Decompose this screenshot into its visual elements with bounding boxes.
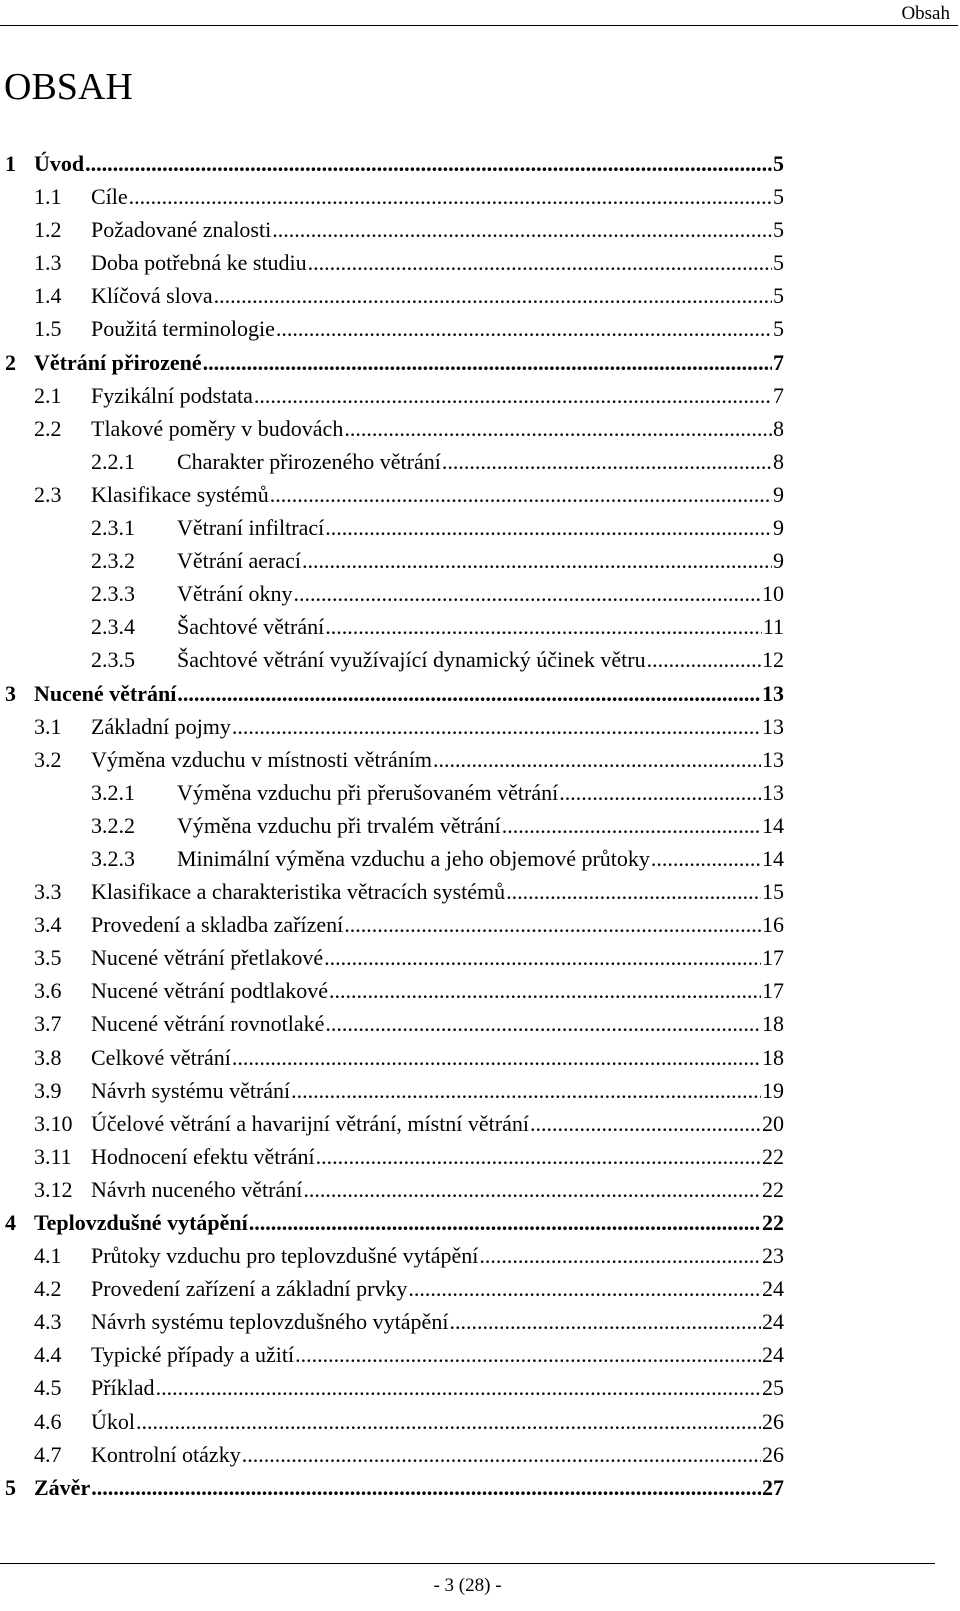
toc-entry-page: 24: [762, 1276, 784, 1302]
toc-entry-page: 20: [762, 1110, 784, 1136]
toc-entry-title: Průtoky vzduchu pro teplovzdušné vytápění: [91, 1243, 479, 1269]
toc-dot-leader: [442, 450, 772, 474]
toc-entry-page: 5: [773, 151, 784, 176]
toc-entry-number: 3: [5, 680, 16, 706]
toc-entry-title: Úkol: [91, 1408, 135, 1434]
toc-entry-title: Typické případy a užití: [91, 1342, 295, 1368]
toc-entry-title: Nucené větrání přetlakové: [91, 945, 324, 971]
toc-entry[interactable]: [0, 218, 960, 251]
toc-dot-leader: [325, 516, 772, 540]
toc-entry[interactable]: [0, 582, 960, 615]
toc-entry-number: 1.1: [34, 184, 62, 210]
toc-entry-number: 3.5: [34, 945, 62, 971]
toc-entry-title: Cíle: [91, 184, 128, 210]
toc-entry-page: 19: [762, 1077, 784, 1103]
toc-entry-row: [91, 483, 784, 507]
toc-entry[interactable]: [0, 251, 960, 284]
toc-entry-number: 3.2.2: [91, 812, 135, 838]
toc-entry-row: [91, 946, 784, 970]
toc-entry-number: 3.10: [34, 1110, 73, 1136]
toc-entry-page: 7: [773, 349, 784, 375]
toc-entry-row: [34, 682, 784, 706]
toc-dot-leader: [408, 1277, 761, 1301]
toc-dot-leader: [329, 979, 761, 1003]
page-number: - 3 (28) -: [433, 1575, 502, 1596]
toc-dot-leader: [129, 185, 772, 209]
toc-entry-row: [91, 1178, 784, 1202]
toc-entry[interactable]: [0, 880, 960, 913]
toc-entry[interactable]: [0, 1410, 960, 1443]
toc-dot-leader: [325, 615, 762, 639]
toc-entry-page: 27: [762, 1474, 784, 1500]
toc-entry[interactable]: [0, 1343, 960, 1376]
toc-entry[interactable]: [0, 1244, 960, 1277]
toc-dot-leader: [651, 847, 761, 871]
toc-entry[interactable]: [0, 1046, 960, 1079]
toc-dot-leader: [136, 1410, 761, 1434]
toc-entry-number: 4.3: [34, 1309, 62, 1335]
toc-entry-title: Provedení zařízení a základní prvky: [91, 1276, 408, 1302]
toc-entry-title: Příklad: [91, 1375, 155, 1401]
footer-rule: [0, 1563, 935, 1564]
toc-entry[interactable]: [0, 913, 960, 946]
toc-dot-leader: [242, 1443, 761, 1467]
toc-entry[interactable]: [0, 1443, 960, 1476]
toc-entry-number: 1.4: [34, 283, 62, 309]
toc-entry-title: Celkové větrání: [91, 1044, 231, 1070]
toc-entry-page: 24: [762, 1342, 784, 1368]
toc-entry[interactable]: [0, 1079, 960, 1112]
toc-entry[interactable]: [0, 1211, 960, 1244]
toc-dot-leader: [433, 748, 761, 772]
toc-entry-page: 5: [773, 250, 784, 276]
toc-entry-page: 5: [773, 316, 784, 342]
toc-entry-page: 12: [762, 647, 784, 673]
toc-entry-row: [177, 648, 784, 672]
toc-entry-title: Kontrolní otázky: [91, 1441, 241, 1467]
toc-dot-leader: [232, 1046, 761, 1070]
toc-entry-number: 2.2.1: [91, 448, 135, 474]
toc-entry-title: Větrání okny: [177, 581, 293, 607]
toc-entry-row: [91, 284, 784, 308]
toc-entry[interactable]: [0, 450, 960, 483]
toc-entry-page: 13: [762, 680, 784, 706]
toc-entry-number: 3.2.3: [91, 845, 135, 871]
toc-entry[interactable]: [0, 715, 960, 748]
toc-dot-leader: [324, 946, 761, 970]
toc-entry-row: [177, 582, 784, 606]
toc-entry-page: 17: [762, 945, 784, 971]
toc-dot-leader: [272, 218, 772, 242]
toc-entry-number: 3.11: [34, 1143, 72, 1169]
toc-entry[interactable]: [0, 384, 960, 417]
toc-entry-row: [91, 417, 784, 441]
toc-entry[interactable]: [0, 185, 960, 218]
toc-entry-page: 11: [762, 614, 784, 640]
toc-entry-title: Základní pojmy: [91, 713, 231, 739]
toc-entry-number: 4.5: [34, 1375, 62, 1401]
toc-entry-row: [91, 1410, 784, 1434]
toc-entry-page: 7: [773, 382, 784, 408]
toc-entry-page: 10: [762, 581, 784, 607]
toc-entry[interactable]: [0, 284, 960, 317]
toc-entry-title: Úvod: [34, 151, 85, 176]
toc-entry[interactable]: [0, 549, 960, 582]
toc-entry[interactable]: [0, 152, 960, 185]
toc-entry-number: 2: [5, 349, 16, 375]
table-of-contents: [0, 152, 960, 1509]
toc-dot-leader: [291, 1079, 761, 1103]
toc-dot-leader: [295, 1343, 761, 1367]
toc-entry-title: Nucené větrání podtlakové: [91, 978, 329, 1004]
toc-entry-row: [34, 351, 784, 375]
toc-entry-number: 1.2: [34, 217, 62, 243]
toc-entry-number: 4.1: [34, 1243, 62, 1269]
toc-entry-row: [34, 1211, 784, 1235]
toc-entry-title: Závěr: [34, 1474, 91, 1500]
toc-dot-leader: [325, 1012, 761, 1036]
toc-entry-row: [177, 781, 784, 805]
toc-dot-leader: [254, 384, 772, 408]
toc-entry-page: 17: [762, 978, 784, 1004]
toc-entry-row: [91, 185, 784, 209]
toc-entry-page: 5: [773, 217, 784, 243]
toc-entry[interactable]: [0, 483, 960, 516]
toc-entry-row: [91, 1376, 784, 1400]
toc-entry-title: Požadované znalosti: [91, 217, 272, 243]
toc-entry[interactable]: [0, 317, 960, 350]
toc-entry-page: 22: [762, 1143, 784, 1169]
toc-entry-title: Návrh systému teplovzdušného vytápění: [91, 1309, 449, 1335]
toc-entry-row: [91, 1079, 784, 1103]
toc-entry-title: Větraní infiltrací: [177, 515, 325, 541]
toc-dot-leader: [479, 1244, 761, 1268]
toc-entry-page: 5: [773, 184, 784, 210]
toc-entry[interactable]: [0, 946, 960, 979]
toc-entry-row: [177, 847, 784, 871]
toc-entry[interactable]: [0, 1310, 960, 1343]
toc-entry-row: [91, 1443, 784, 1467]
toc-entry-row: [91, 384, 784, 408]
toc-entry[interactable]: [0, 351, 960, 384]
toc-entry-number: 2.3.2: [91, 548, 135, 574]
toc-entry-number: 3.4: [34, 912, 62, 938]
toc-entry-title: Šachtové větrání využívající dynamický účinek větru: [177, 647, 646, 673]
toc-entry-number: 3.6: [34, 978, 62, 1004]
toc-entry-row: [91, 1310, 784, 1334]
toc-entry-row: [91, 1046, 784, 1070]
toc-dot-leader: [156, 1376, 761, 1400]
toc-dot-leader: [647, 648, 761, 672]
toc-dot-leader: [303, 1178, 761, 1202]
toc-entry-number: 1.3: [34, 250, 62, 276]
toc-entry[interactable]: [0, 1277, 960, 1310]
header-rule: [0, 25, 958, 26]
toc-entry-title: Charakter přirozeného větrání: [177, 448, 441, 474]
toc-entry-row: [177, 615, 784, 639]
toc-entry-number: 4.4: [34, 1342, 62, 1368]
toc-dot-leader: [232, 715, 761, 739]
toc-dot-leader: [308, 251, 772, 275]
toc-entry-page: 14: [762, 812, 784, 838]
toc-entry-row: [91, 913, 784, 937]
toc-entry-title: Účelové větrání a havarijní větrání, místní větrání: [91, 1110, 530, 1136]
toc-entry-page: 23: [762, 1243, 784, 1269]
toc-dot-leader: [530, 1112, 761, 1136]
toc-dot-leader: [270, 483, 772, 507]
toc-entry-page: 26: [762, 1441, 784, 1467]
toc-entry-number: 2.3: [34, 481, 62, 507]
toc-entry-row: [91, 1012, 784, 1036]
toc-entry-page: 8: [773, 448, 784, 474]
toc-entry[interactable]: [0, 781, 960, 814]
toc-entry-number: 4.6: [34, 1408, 62, 1434]
toc-entry-title: Teplovzdušné vytápění: [34, 1210, 248, 1235]
toc-entry[interactable]: [0, 1012, 960, 1045]
toc-entry-row: [177, 549, 784, 573]
toc-entry[interactable]: [0, 417, 960, 450]
toc-entry-title: Klíčová slova: [91, 283, 213, 309]
toc-entry-row: [91, 1112, 784, 1136]
toc-entry-page: 22: [762, 1176, 784, 1202]
toc-entry-title: Klasifikace systémů: [91, 481, 269, 507]
toc-entry-page: 18: [762, 1011, 784, 1037]
toc-entry-page: 14: [762, 845, 784, 871]
toc-dot-leader: [293, 582, 761, 606]
toc-entry-page: 25: [762, 1375, 784, 1401]
toc-entry-number: 4: [5, 1210, 16, 1235]
toc-entry[interactable]: [0, 648, 960, 681]
toc-dot-leader: [203, 351, 772, 375]
toc-entry-title: Větrání aerací: [177, 548, 301, 574]
toc-entry-number: 3.7: [34, 1011, 62, 1037]
toc-entry-page: 13: [762, 746, 784, 772]
toc-entry[interactable]: [0, 1476, 960, 1509]
toc-entry[interactable]: [0, 748, 960, 781]
toc-entry-number: 1.5: [34, 316, 62, 342]
toc-entry-page: 13: [762, 713, 784, 739]
toc-entry-title: Výměna vzduchu při přerušovaném větrání: [177, 779, 559, 805]
toc-entry-row: [91, 715, 784, 739]
toc-entry-number: 3.12: [34, 1176, 73, 1202]
toc-entry-number: 4.7: [34, 1441, 62, 1467]
toc-dot-leader: [559, 781, 761, 805]
toc-entry-row: [91, 251, 784, 275]
toc-entry-page: 5: [773, 283, 784, 309]
toc-entry-number: 4.2: [34, 1276, 62, 1302]
toc-entry-row: [177, 516, 784, 540]
toc-entry-title: Hodnocení efektu větrání: [91, 1143, 315, 1169]
toc-entry-title: Použitá terminologie: [91, 316, 275, 342]
toc-entry-title: Klasifikace a charakteristika větracích systémů: [91, 879, 506, 905]
toc-dot-leader: [276, 317, 772, 341]
toc-dot-leader: [316, 1145, 761, 1169]
toc-entry-page: 9: [773, 548, 784, 574]
toc-entry-row: [91, 1343, 784, 1367]
toc-entry-row: [177, 814, 784, 838]
toc-dot-leader: [506, 880, 761, 904]
toc-entry-number: 3.2: [34, 746, 62, 772]
toc-dot-leader: [214, 284, 772, 308]
toc-entry-number: 1: [5, 151, 16, 176]
toc-entry-number: 5: [5, 1474, 16, 1500]
toc-entry-title: Návrh nuceného větrání: [91, 1176, 303, 1202]
toc-dot-leader: [344, 417, 772, 441]
toc-entry-number: 2.3.3: [91, 581, 135, 607]
toc-entry-row: [91, 880, 784, 904]
toc-entry-row: [91, 317, 784, 341]
toc-entry-row: [91, 218, 784, 242]
toc-entry-number: 3.9: [34, 1077, 62, 1103]
toc-entry-title: Šachtové větrání: [177, 614, 325, 640]
toc-entry[interactable]: [0, 1178, 960, 1211]
toc-entry-page: 13: [762, 779, 784, 805]
toc-entry-page: 22: [762, 1210, 784, 1235]
toc-entry-title: Nucené větrání rovnotlaké: [91, 1011, 325, 1037]
toc-entry-page: 24: [762, 1309, 784, 1335]
toc-entry-title: Doba potřebná ke studiu: [91, 250, 307, 276]
toc-entry-title: Minimální výměna vzduchu a jeho objemové průtoky: [177, 845, 650, 871]
toc-dot-leader: [91, 1476, 761, 1500]
toc-entry-title: Výměna vzduchu v místnosti větráním: [91, 746, 432, 772]
toc-entry-title: Výměna vzduchu při trvalém větrání: [177, 812, 501, 838]
toc-entry-page: 16: [762, 912, 784, 938]
toc-entry-row: [91, 748, 784, 772]
toc-entry-number: 2.1: [34, 382, 62, 408]
toc-entry-number: 2.2: [34, 415, 62, 441]
toc-dot-leader: [85, 152, 772, 176]
toc-entry[interactable]: [0, 516, 960, 549]
toc-entry[interactable]: [0, 615, 960, 648]
toc-entry-title: Návrh systému větrání: [91, 1077, 291, 1103]
toc-entry[interactable]: [0, 1145, 960, 1178]
toc-entry-title: Nucené větrání: [34, 680, 177, 706]
toc-dot-leader: [502, 814, 761, 838]
toc-entry-page: 26: [762, 1408, 784, 1434]
toc-entry-row: [91, 1277, 784, 1301]
toc-entry-number: 3.3: [34, 879, 62, 905]
toc-entry-title: Větrání přirozené: [34, 349, 202, 375]
toc-dot-leader: [249, 1211, 761, 1235]
toc-dot-leader: [302, 549, 772, 573]
toc-entry-page: 9: [773, 515, 784, 541]
toc-dot-leader: [177, 682, 761, 706]
toc-entry-row: [34, 1476, 784, 1500]
page-title: OBSAH: [4, 66, 133, 108]
toc-entry-title: Provedení a skladba zařízení: [91, 912, 344, 938]
toc-entry-row: [91, 979, 784, 1003]
toc-entry[interactable]: [0, 1376, 960, 1409]
toc-dot-leader: [449, 1310, 761, 1334]
toc-entry-title: Fyzikální podstata: [91, 382, 253, 408]
toc-entry-row: [177, 450, 784, 474]
toc-entry-page: 9: [773, 481, 784, 507]
toc-entry-number: 2.3.4: [91, 614, 135, 640]
toc-entry-number: 3.1: [34, 713, 62, 739]
toc-entry-row: [91, 1244, 784, 1268]
toc-entry-page: 15: [762, 879, 784, 905]
toc-entry-page: 18: [762, 1044, 784, 1070]
toc-entry-title: Tlakové poměry v budovách: [91, 415, 344, 441]
toc-entry-row: [91, 1145, 784, 1169]
running-header: Obsah: [901, 3, 950, 24]
toc-entry-number: 2.3.1: [91, 515, 135, 541]
toc-entry[interactable]: [0, 979, 960, 1012]
toc-entry-number: 3.8: [34, 1044, 62, 1070]
toc-dot-leader: [344, 913, 761, 937]
toc-entry[interactable]: [0, 847, 960, 880]
toc-entry-row: [34, 152, 784, 176]
toc-entry-number: 2.3.5: [91, 647, 135, 673]
toc-entry[interactable]: [0, 682, 960, 715]
toc-entry-page: 8: [773, 415, 784, 441]
toc-entry-number: 3.2.1: [91, 779, 135, 805]
toc-entry[interactable]: [0, 814, 960, 847]
toc-entry[interactable]: [0, 1112, 960, 1145]
